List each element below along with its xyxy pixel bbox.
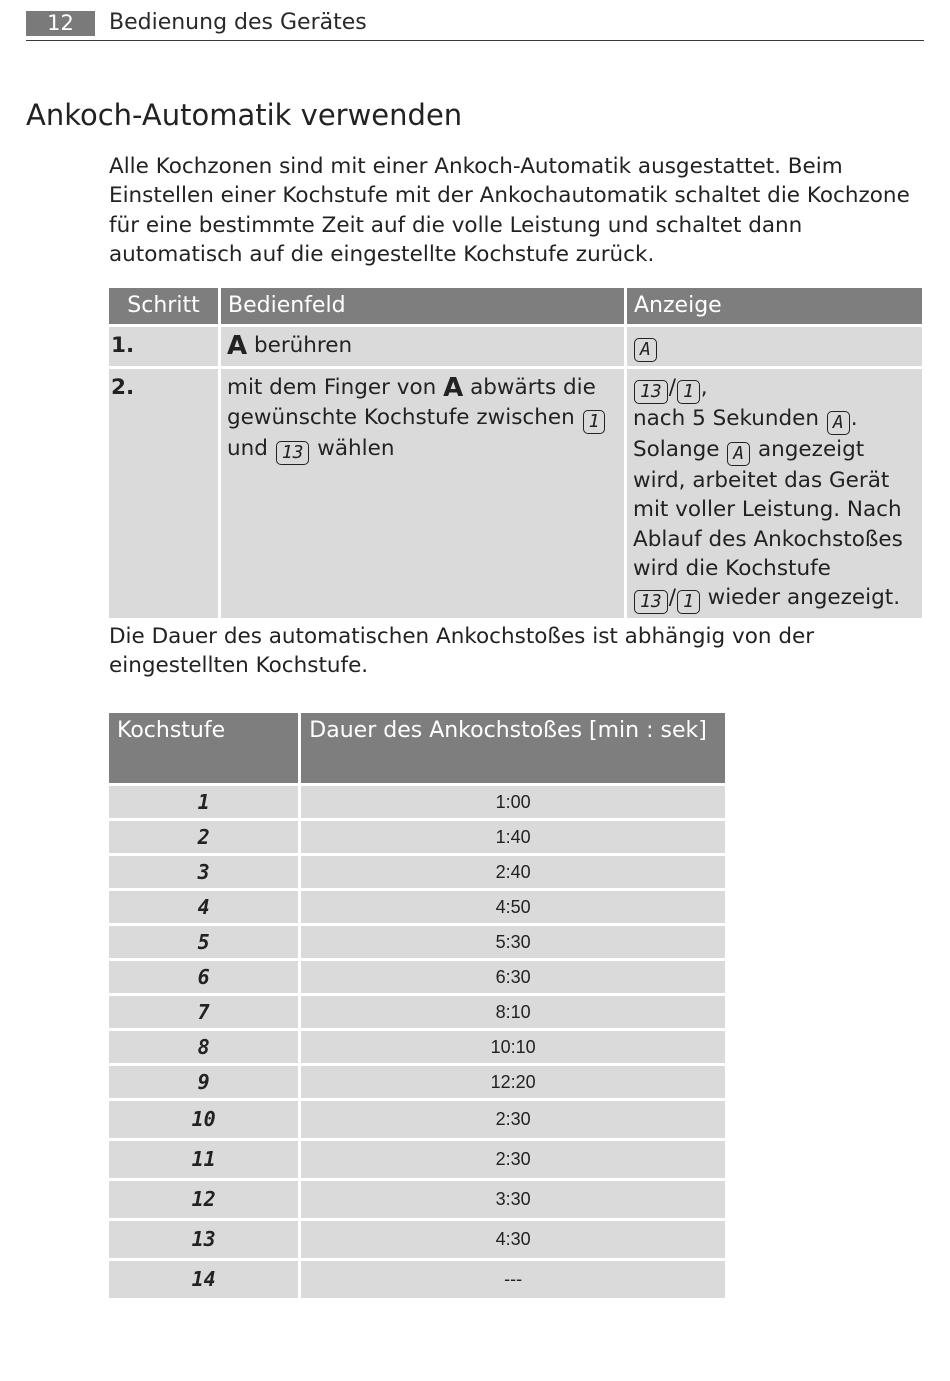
- cooking-level: 13: [108, 1220, 300, 1260]
- col-header-step: Schritt: [108, 287, 220, 326]
- table-row: [108, 326, 924, 368]
- display-cell: [626, 368, 924, 620]
- display-text: Nach Ablauf des Ankochstoßes wird die Kochstufe: [633, 497, 903, 581]
- panel-text: wählen: [317, 436, 395, 462]
- cooking-level: 1: [108, 785, 300, 820]
- panel-text: abwärts die gewünschte Kochstufe zwischen: [227, 375, 596, 431]
- display-symbol: A: [634, 338, 657, 362]
- automatic-key-icon: A: [227, 331, 248, 361]
- display-text: nach 5 Sekunden: [633, 406, 820, 431]
- boost-duration: 10:10: [300, 1030, 727, 1065]
- cooking-level: 8: [108, 1030, 300, 1065]
- display-cell: [626, 326, 924, 368]
- steps-table: [106, 285, 925, 621]
- display-symbol: 13: [634, 590, 668, 614]
- table-row: [108, 995, 727, 1030]
- col-header-display: Anzeige: [626, 287, 924, 326]
- panel-text: mit dem Finger von: [227, 375, 437, 400]
- cooking-level: 6: [108, 960, 300, 995]
- boost-duration: 5:30: [300, 925, 727, 960]
- separator: /: [668, 375, 676, 400]
- table-row: [108, 1180, 727, 1220]
- separator: ,: [700, 375, 708, 400]
- boost-duration: 6:30: [300, 960, 727, 995]
- cooking-level: 5: [108, 925, 300, 960]
- panel-text: berühren: [253, 333, 353, 358]
- table-row: [108, 890, 727, 925]
- header-title: Bedienung des Gerätes: [109, 10, 367, 35]
- display-symbol: 1: [583, 410, 606, 434]
- panel-text: und: [227, 436, 268, 462]
- table-row: [108, 960, 727, 995]
- boost-duration: 4:30: [300, 1220, 727, 1260]
- col-header-duration: Dauer des Ankochstoßes [min : sek]: [300, 712, 727, 785]
- boost-duration: 1:40: [300, 820, 727, 855]
- display-text: wieder angezeigt.: [707, 585, 901, 611]
- table-row: [108, 1030, 727, 1065]
- cooking-level: 9: [108, 1065, 300, 1100]
- boost-duration: 2:30: [300, 1140, 727, 1180]
- table-row: [108, 820, 727, 855]
- display-symbol: 1: [677, 590, 700, 614]
- col-header-level: Kochstufe: [108, 712, 300, 785]
- step-number: 2.: [108, 368, 220, 620]
- display-symbol: 13: [634, 380, 668, 404]
- display-text: .: [850, 406, 858, 431]
- table-row: [108, 1260, 727, 1300]
- table-row: [108, 1065, 727, 1100]
- duration-table-header: [108, 712, 727, 785]
- cooking-level: 3: [108, 855, 300, 890]
- table-row: [108, 925, 727, 960]
- panel-cell: [220, 326, 626, 368]
- duration-table: [106, 710, 728, 1301]
- table-row: [108, 785, 727, 820]
- boost-duration: 8:10: [300, 995, 727, 1030]
- boost-duration: ---: [300, 1260, 727, 1300]
- boost-duration: 4:50: [300, 890, 727, 925]
- cooking-level: 2: [108, 820, 300, 855]
- separator: /: [668, 585, 676, 611]
- display-text: angezeigt wird, arbeitet das Gerät mit voller Leistung.: [633, 437, 890, 523]
- cooking-level: 7: [108, 995, 300, 1030]
- note-paragraph: Die Dauer des automatischen Ankochstoßes ist abhängig von der eingestellten Kochstufe.: [109, 624, 815, 679]
- cooking-level: 11: [108, 1140, 300, 1180]
- col-header-panel: Bedienfeld: [220, 287, 626, 326]
- display-symbol: 13: [276, 441, 310, 465]
- cooking-level: 14: [108, 1260, 300, 1300]
- cooking-level: 4: [108, 890, 300, 925]
- page-header: [26, 8, 924, 41]
- intro-paragraph: Alle Kochzonen sind mit einer Ankoch-Automatik ausgestattet. Beim Einstellen einer Kochstufe mit der Ankochautomatik schaltet die Kochzone für eine bestimmte Zeit auf die volle Leistung und schaltet dann automatisch auf die eingestellte Kochstufe zurück.: [109, 154, 910, 267]
- table-row: [108, 1220, 727, 1260]
- panel-cell: [220, 368, 626, 620]
- table-row: [108, 368, 924, 620]
- display-symbol: A: [727, 442, 750, 466]
- section-title: Ankoch-Automatik verwenden: [26, 98, 463, 132]
- boost-duration: 1:00: [300, 785, 727, 820]
- page-number: 12: [26, 11, 95, 36]
- display-symbol: A: [827, 411, 850, 435]
- display-symbol: 1: [677, 380, 700, 404]
- cooking-level: 12: [108, 1180, 300, 1220]
- table-row: [108, 1140, 727, 1180]
- boost-duration: 2:30: [300, 1100, 727, 1140]
- boost-duration: 2:40: [300, 855, 727, 890]
- boost-duration: 3:30: [300, 1180, 727, 1220]
- automatic-key-icon: A: [443, 373, 464, 403]
- steps-table-header: [108, 287, 924, 326]
- step-number: 1.: [108, 326, 220, 368]
- table-row: [108, 855, 727, 890]
- boost-duration: 12:20: [300, 1065, 727, 1100]
- table-row: [108, 1100, 727, 1140]
- cooking-level: 10: [108, 1100, 300, 1140]
- display-text: Solange: [633, 437, 720, 462]
